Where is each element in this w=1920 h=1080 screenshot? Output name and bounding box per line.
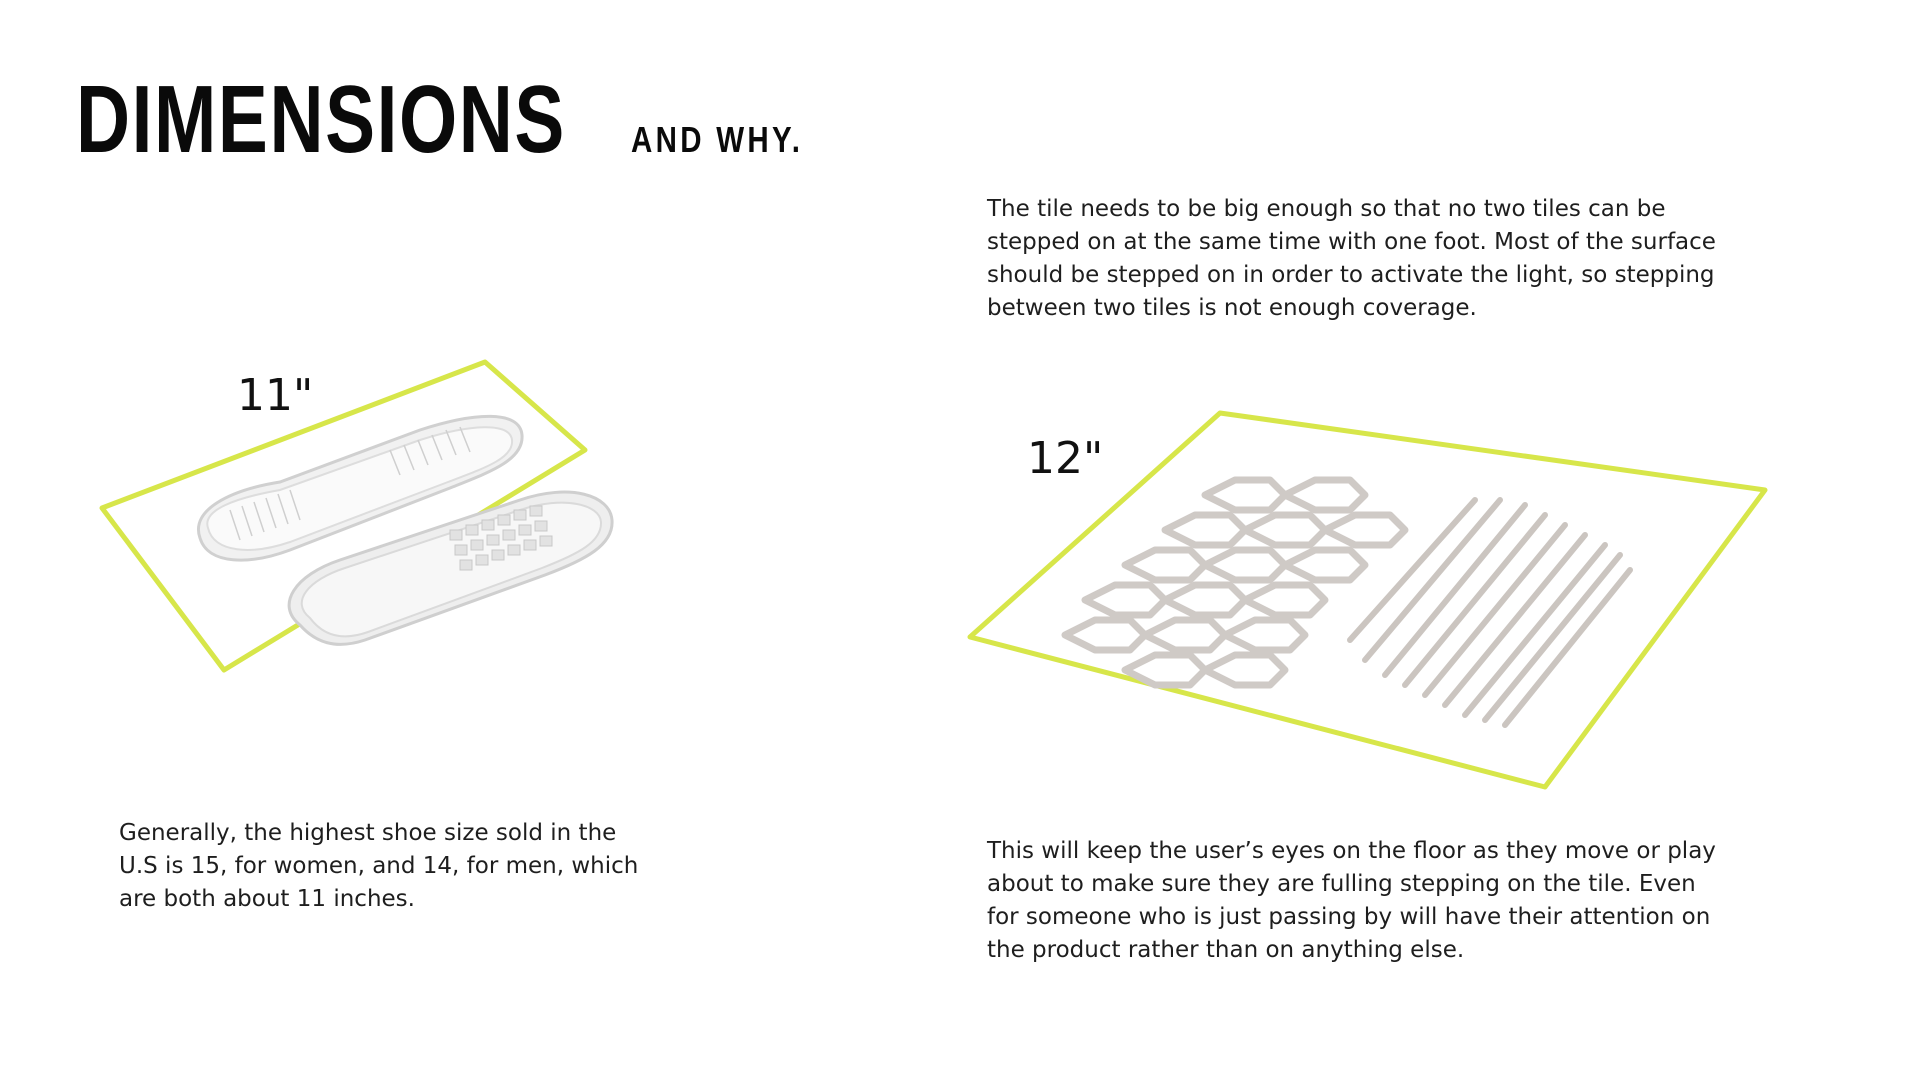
tile-attention-explanation: This will keep the user’s eyes on the floor as they move or play about to make sure they are fulling stepping on the tile. Even for someone who is just passing by will have their attention on the product rather than on anything else. [987, 838, 1716, 963]
shoe-length-label: 11" [237, 370, 314, 421]
tile-length-label: 12" [1027, 433, 1104, 484]
shoe-soles-illustration [90, 350, 670, 690]
shoe-size-explanation: Generally, the highest shoe size sold in the U.S is 15, for women, and 14, for men, which are both about 11 inches. [119, 820, 639, 912]
tile-size-explanation: The tile needs to be big enough so that no two tiles can be stepped on at the same time with one foot. Most of the surface should be stepped on in order to activate the light, so stepping between two tiles is not enough coverage. [987, 196, 1716, 321]
hexagon-tile [1065, 480, 1405, 685]
page-subtitle: AND WHY. [631, 119, 804, 160]
line-pattern-tile [1350, 500, 1630, 725]
page-title: DIMENSIONS [76, 66, 566, 173]
page-heading [76, 66, 841, 173]
